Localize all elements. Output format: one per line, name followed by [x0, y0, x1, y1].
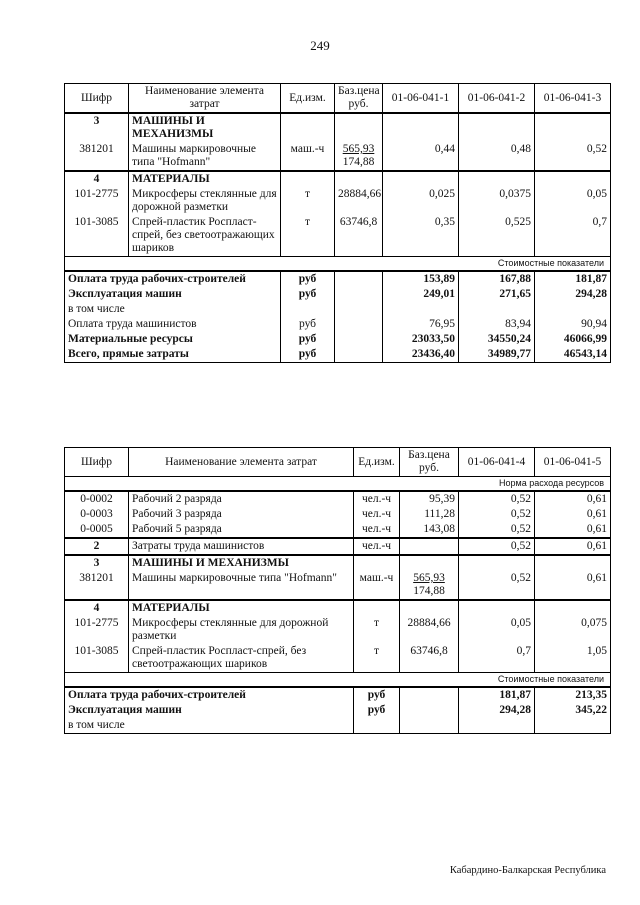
row-name: Спрей-пластик Роспласт-спрей, без светоотражающих шариков	[129, 215, 281, 257]
col-header-01-06-041-2: 01-06-041-2	[459, 84, 535, 114]
row-value: 294,28	[459, 703, 535, 718]
row-value: 0,52	[459, 538, 535, 555]
row-unit: маш.-ч	[354, 571, 400, 600]
row-price	[400, 571, 459, 600]
resource-norm-header: Норма расхода ресурсов	[65, 477, 611, 492]
row-name: Рабочий 2 разряда	[129, 491, 354, 507]
col-header-01-06-041-4: 01-06-041-4	[459, 448, 535, 477]
row-price	[335, 142, 383, 171]
row-name: в том числе	[65, 718, 354, 734]
row-name: Эксплуатация машин	[65, 287, 281, 302]
price-value: 565,93	[342, 143, 375, 155]
row-code: 0-0002	[65, 491, 129, 507]
row-price: 63746,8	[335, 215, 383, 257]
table-row	[65, 522, 611, 538]
row-value: 23436,40	[383, 347, 459, 363]
section-number: 4	[65, 171, 129, 187]
row-value: 153,89	[383, 271, 459, 287]
row-value: 345,22	[535, 703, 611, 718]
row-value: 0,7	[535, 215, 611, 257]
row-code: 0-0005	[65, 522, 129, 538]
row-name: Микросферы стеклянные для дорожной разметки	[129, 616, 354, 644]
row-price: 95,39	[400, 491, 459, 507]
row-value: 271,65	[459, 287, 535, 302]
col-header-name: Наименование элемента затрат	[129, 84, 281, 114]
row-value: 0,52	[459, 571, 535, 600]
row-unit: чел.-ч	[354, 522, 400, 538]
row-name: Затраты труда машинистов	[129, 538, 354, 555]
section-row	[65, 113, 611, 142]
row-unit: руб	[281, 332, 335, 347]
row-name: Материальные ресурсы	[65, 332, 281, 347]
row-unit: т	[354, 644, 400, 673]
row-name: Оплата труда рабочих-строителей	[65, 687, 354, 703]
row-name: Всего, прямые затраты	[65, 347, 281, 363]
row-name: Оплата труда машинистов	[65, 317, 281, 332]
row-unit: руб	[281, 271, 335, 287]
row-unit: чел.-ч	[354, 538, 400, 555]
row-unit: руб	[354, 703, 400, 718]
row-value: 0,7	[459, 644, 535, 673]
row-value: 0,35	[383, 215, 459, 257]
table-row	[65, 687, 611, 703]
row-value: 90,94	[535, 317, 611, 332]
table-row	[65, 718, 611, 734]
row-value: 0,52	[535, 142, 611, 171]
table-row	[65, 538, 611, 555]
row-unit: т	[354, 616, 400, 644]
cost-table-2	[64, 447, 611, 734]
row-value: 0,52	[459, 507, 535, 522]
row-value: 23033,50	[383, 332, 459, 347]
section-title: МАТЕРИАЛЫ	[129, 171, 281, 187]
row-price: 143,08	[400, 522, 459, 538]
section-title: МАШИНЫ И МЕХАНИЗМЫ	[129, 113, 281, 142]
row-value: 0,44	[383, 142, 459, 171]
row-value: 167,88	[459, 271, 535, 287]
table-row	[65, 317, 611, 332]
row-value: 34989,77	[459, 347, 535, 363]
row-unit: т	[281, 215, 335, 257]
row-unit: руб	[281, 347, 335, 363]
row-value: 0,075	[535, 616, 611, 644]
row-name: в том числе	[65, 302, 281, 317]
table-row	[65, 703, 611, 718]
row-name: Эксплуатация машин	[65, 703, 354, 718]
section-number: 2	[65, 538, 129, 555]
row-price: 63746,8	[400, 644, 459, 673]
col-header-code: Шифр	[65, 84, 129, 114]
section-row	[65, 171, 611, 187]
col-header-unit: Ед.изм.	[354, 448, 400, 477]
row-value: 181,87	[535, 271, 611, 287]
row-value: 0,61	[535, 522, 611, 538]
row-unit: руб	[281, 287, 335, 302]
row-name: Машины маркировочные типа "Hofmann"	[129, 571, 354, 600]
price-value: 174,88	[342, 156, 375, 168]
section-row	[65, 600, 611, 616]
table-row	[65, 616, 611, 644]
cost-indicators-header: Стоимостные показатели	[65, 257, 611, 272]
row-name: Рабочий 5 разряда	[129, 522, 354, 538]
col-header-price: Баз.цена руб.	[400, 448, 459, 477]
col-header-01-06-041-5: 01-06-041-5	[535, 448, 611, 477]
row-name: Рабочий 3 разряда	[129, 507, 354, 522]
cost-header-row	[65, 673, 611, 688]
row-value: 0,52	[459, 491, 535, 507]
col-header-unit: Ед.изм.	[281, 84, 335, 114]
row-code: 101-2775	[65, 616, 129, 644]
col-header-name: Наименование элемента затрат	[129, 448, 354, 477]
section-number: 4	[65, 600, 129, 616]
row-value: 0,61	[535, 491, 611, 507]
table-row	[65, 271, 611, 287]
col-header-01-06-041-3: 01-06-041-3	[535, 84, 611, 114]
table-row	[65, 187, 611, 215]
row-value: 249,01	[383, 287, 459, 302]
row-code: 0-0003	[65, 507, 129, 522]
row-value: 46543,14	[535, 347, 611, 363]
section-title: МАШИНЫ И МЕХАНИЗМЫ	[129, 555, 354, 571]
cost-indicators-header: Стоимостные показатели	[65, 673, 611, 688]
row-value: 0,0375	[459, 187, 535, 215]
row-value: 213,35	[535, 687, 611, 703]
table-row	[65, 507, 611, 522]
row-name: Оплата труда рабочих-строителей	[65, 271, 281, 287]
row-value: 0,05	[535, 187, 611, 215]
table-header-row	[65, 84, 611, 114]
row-value: 0,61	[535, 507, 611, 522]
row-unit: чел.-ч	[354, 491, 400, 507]
row-value: 0,52	[459, 522, 535, 538]
table-row	[65, 215, 611, 257]
cost-table-1	[64, 83, 611, 363]
region-footer: Кабардино-Балкарская Республика	[449, 865, 606, 876]
col-header-price: Баз.цена руб.	[335, 84, 383, 114]
row-value: 83,94	[459, 317, 535, 332]
section-title: МАТЕРИАЛЫ	[129, 600, 354, 616]
table-row	[65, 287, 611, 302]
row-price: 28884,66	[335, 187, 383, 215]
table-row	[65, 571, 611, 600]
row-unit: маш.-ч	[281, 142, 335, 171]
row-unit: чел.-ч	[354, 507, 400, 522]
row-code: 101-3085	[65, 644, 129, 673]
table-row	[65, 347, 611, 363]
row-code: 101-3085	[65, 215, 129, 257]
row-name: Машины маркировочные типа "Hofmann"	[129, 142, 281, 171]
row-unit: руб	[354, 687, 400, 703]
norm-header-row	[65, 477, 611, 492]
table-row	[65, 644, 611, 673]
row-value: 181,87	[459, 687, 535, 703]
row-value: 0,05	[459, 616, 535, 644]
row-value: 34550,24	[459, 332, 535, 347]
price-value: 565,93	[413, 572, 445, 584]
section-number: 3	[65, 113, 129, 142]
table-row	[65, 491, 611, 507]
table-header-row	[65, 448, 611, 477]
row-value: 1,05	[535, 644, 611, 673]
cost-header-row	[65, 257, 611, 272]
page-number: 249	[310, 38, 330, 53]
col-header-code: Шифр	[65, 448, 129, 477]
section-number: 3	[65, 555, 129, 571]
row-value: 0,61	[535, 538, 611, 555]
row-value: 76,95	[383, 317, 459, 332]
row-unit: руб	[281, 317, 335, 332]
row-name: Микросферы стеклянные для дорожной разметки	[129, 187, 281, 215]
row-value: 0,48	[459, 142, 535, 171]
row-value: 0,61	[535, 571, 611, 600]
row-value: 0,025	[383, 187, 459, 215]
row-value: 46066,99	[535, 332, 611, 347]
row-code: 381201	[65, 142, 129, 171]
row-price: 28884,66	[400, 616, 459, 644]
row-price: 111,28	[400, 507, 459, 522]
row-name: Спрей-пластик Роспласт-спрей, без светоотражающих шариков	[129, 644, 354, 673]
row-code: 101-2775	[65, 187, 129, 215]
row-code: 381201	[65, 571, 129, 600]
section-row	[65, 555, 611, 571]
price-value: 174,88	[413, 585, 445, 597]
table-row	[65, 302, 611, 317]
table-row	[65, 332, 611, 347]
row-unit: т	[281, 187, 335, 215]
table-row	[65, 142, 611, 171]
row-value: 294,28	[535, 287, 611, 302]
col-header-01-06-041-1: 01-06-041-1	[383, 84, 459, 114]
row-value: 0,525	[459, 215, 535, 257]
